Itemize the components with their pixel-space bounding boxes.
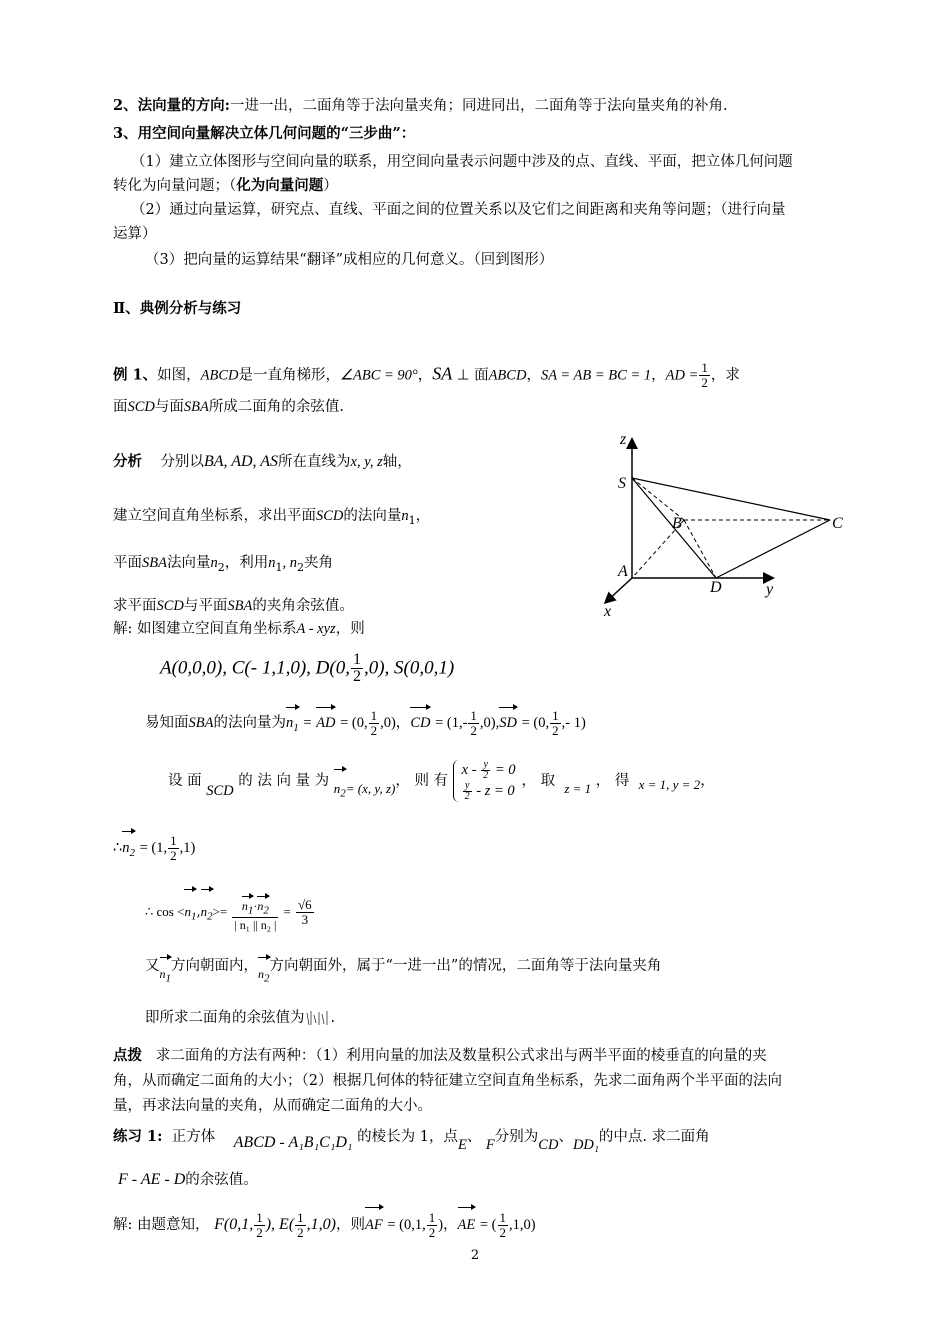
dihedral-angle: F - AE - D (118, 1171, 186, 1188)
points-line (160, 652, 454, 685)
practice-text: ，则 (335, 1217, 365, 1233)
dot: · (253, 898, 258, 913)
solution-text: 的法向量为 (213, 715, 286, 731)
x-axis (606, 578, 632, 602)
example1-text: 面 (474, 367, 489, 384)
section-title: Ⅱ、典例分析与练习 (113, 300, 242, 317)
equal-lengths: SA = AB = BC = 1 (540, 367, 652, 384)
practice-text: 正方体 (171, 1129, 216, 1145)
direction-text: 一进一出，二面角等于法向量夹角；同进同出，二面角等于法向量夹角的补角. (229, 98, 728, 114)
equals: = (303, 715, 312, 731)
solution-text: 又 (145, 958, 160, 974)
tips-line2: 角，从而确定二面角的大小；（2）根据几何体的特征建立空间直角坐标系，先求二面角两个半平面的法向 (113, 1073, 782, 1089)
set-normal-line: 设 面 SCD 的 法 向 量 为 $n_2= (x$, y, z)， 则 有 x - $\frac{y}{2}$ = 0 $\frac{y}{2}$ - z = 0， 取 z = 1 ， 得 x = 1, y = 2， (168, 758, 715, 803)
practice-text: 的余弦值。 (185, 1172, 258, 1188)
example1-line1: 例 1、如图，ABCD是一直角梯形，∠ABC = 90°，SA ⊥ 面ABCD，SA = AB = BC = 1，AD = $\frac{1}{2}$ ，求 (113, 360, 740, 390)
z-value: z = 1 (564, 781, 592, 796)
step2-line2: 运算） (113, 226, 157, 242)
solution-text: ， 取 (521, 773, 556, 789)
analysis-text: 的法向量 (343, 508, 402, 524)
analysis-line3: 平面SBA法向量$n_2$，利用$n_1$, $n_2$夹角 (113, 555, 333, 574)
vector-n2: $n_2$ (122, 828, 135, 867)
step1-text: 转化为向量问题；（ (113, 178, 237, 194)
practice1-line2 (118, 1170, 258, 1190)
vector-value: = (0, (340, 715, 368, 731)
ae-value: = ( (479, 1217, 497, 1233)
vector-n2: $n_2$ (201, 886, 213, 937)
n2-value: = (1, (139, 840, 168, 856)
vector-n1: $n_1$ (160, 954, 172, 992)
answer-formula-image (305, 1009, 331, 1027)
fraction-half: $\frac{1}{2}$ (352, 651, 361, 685)
analysis-text: 求平面 (113, 598, 157, 614)
label-d: D (710, 579, 722, 596)
af-value-tail: )， (438, 1217, 458, 1233)
points-coords: A(0,0,0), C(- 1,1,0), D(0, (160, 657, 350, 679)
solution-text: . (330, 1010, 336, 1026)
segment-cd: CD (538, 1137, 559, 1153)
vector-sd: SD (499, 704, 517, 736)
analysis-text: 分别以 (160, 454, 204, 470)
practice-text: 的中点. 求二面角 (598, 1129, 710, 1145)
answer-line (145, 1008, 335, 1028)
label-x: x (604, 603, 612, 620)
solution-line1 (113, 619, 365, 639)
axes-source: BA, AD, AS (203, 453, 279, 470)
sba-symbol: SBA (183, 399, 209, 415)
analysis-text: 与平面 (183, 598, 228, 614)
solution-text: 的 法 向 量 为 (238, 773, 330, 789)
example1-text: 是一直角梯形， (238, 367, 340, 384)
page-number: 2 (470, 1248, 480, 1263)
equals: = (283, 904, 291, 919)
vector-value: = (0, (521, 715, 550, 731)
practice1-solution: 解: 由题意知， F(0,1, $\frac{1}{2}$ ), E( $\frac{1}{2}$ ,1,0)，则AF = (0,1, $\frac{1}{2}$ )，AE = ( $\frac{1}{2}$ ,1,0) (113, 1204, 536, 1240)
edge-bd (684, 520, 716, 578)
example1-text: ，求 (710, 367, 740, 384)
fraction-half (699, 361, 710, 390)
example1-text: 如图， (157, 367, 201, 384)
abcd-symbol: ABCD (200, 367, 239, 384)
practice1-line1: 练习 1: 正方体 ABCD - A₁B₁C₁D₁ 的棱长为 1，点E、 F分别为CD、DD₁的中点. 求二面角 (113, 1128, 710, 1153)
solution-text: ，则 (335, 621, 365, 637)
point-f: F (485, 1137, 495, 1153)
practice-text: 解: (113, 1217, 133, 1233)
solution-text: 即所求二面角的余弦值为 (145, 1010, 305, 1026)
frac-den: 2 (701, 375, 708, 390)
cos-denominator: | n₁ || n₂ | (234, 918, 277, 933)
scd-symbol: SCD (206, 783, 234, 799)
solution-label: 解: (113, 621, 133, 637)
label-c: C (832, 515, 843, 532)
vector-n1: $n_1$ (286, 704, 299, 741)
edge-dc (716, 520, 830, 578)
solution-text: 设 面 (168, 773, 202, 789)
tips-label: 点拨 (113, 1047, 142, 1064)
angle-abc: ∠ABC = 90° (340, 367, 418, 384)
example1-label: 例 1、 (113, 366, 158, 384)
solution-text: 方向朝面外，属于“一进一出”的情况，二面角等于法向量夹角 (269, 958, 662, 974)
sba-symbol: SBA (188, 715, 214, 731)
sba-symbol: SBA (142, 555, 167, 571)
tips-line3: 量，再求法向量的夹角，从而确定二面角的大小。 (113, 1098, 432, 1114)
point-e-coords-tail: ,1,0) (306, 1216, 336, 1233)
perp-symbol: ⊥ (456, 367, 470, 384)
solution-text: 方向朝面内， (171, 958, 258, 974)
example1-text: 面 (113, 399, 128, 415)
analysis-text: ，利用 (224, 555, 269, 571)
cos-result (296, 898, 314, 927)
direction-line (145, 946, 661, 984)
practice-text: 分别为 (494, 1129, 539, 1145)
step1-line1: （1）建立立体图形与空间向量的联系，用空间向量表示问题中涉及的点、直线、平面，把立体几何问题 (131, 154, 793, 170)
cube-symbol: ABCD - A₁B₁C₁D₁ (233, 1134, 353, 1151)
analysis-text: 所在直线为 (278, 454, 351, 470)
points-coords-tail: ,0), S(0,0,1) (363, 657, 455, 679)
ad-symbol: AD = (665, 367, 699, 384)
point-f-coords: F(0,1, (214, 1216, 254, 1233)
vector-ae: AE (458, 1204, 476, 1240)
point-e-coords: ), E( (265, 1216, 295, 1233)
ae-value-tail: ,1,0) (509, 1217, 536, 1233)
step3-line: （3）把向量的运算结果“翻译”成相应的几何意义。（回到图形） (145, 252, 554, 268)
example1-text: 与面 (154, 399, 184, 415)
af-value: = (0,1, (387, 1217, 426, 1233)
practice1-label: 练习 1: (113, 1128, 163, 1145)
analysis-line4 (113, 596, 354, 616)
example1-line2 (113, 397, 344, 417)
solution-text: ， 得 (595, 773, 630, 789)
solution-text: ， 则 有 (395, 773, 449, 789)
practice-text: 由题意知， (137, 1217, 210, 1233)
cos-lhs: ∴ cos < (145, 904, 185, 919)
analysis-text: 法向量 (166, 555, 211, 571)
point-e: E (457, 1137, 467, 1153)
segment-dd1: DD₁ (572, 1137, 599, 1153)
n2-value-tail: ,1) (179, 840, 196, 856)
step2-line1: （2）通过向量运算，研究点、直线、平面之间的位置关系以及它们之间距离和夹角等问题；（进行向量 (131, 202, 786, 218)
eq2: - z = 0 (476, 782, 515, 799)
edge-sb (632, 478, 684, 520)
analysis-label: 分析 (113, 453, 142, 470)
label-a: A (618, 563, 628, 580)
tips-line1 (113, 1046, 767, 1066)
tips-text: 求二面角的方法有两种：（1）利用向量的加法及数量积公式求出与两半平面的棱垂直的向量的夹 (155, 1048, 767, 1064)
analysis-line1 (113, 452, 412, 472)
vector-n2: $n_2$ (258, 954, 270, 992)
vector-value: = (1,- (435, 715, 468, 731)
vector-n2: $n_2$ (334, 766, 346, 811)
label-z: z (620, 431, 627, 448)
direction-line (113, 96, 728, 116)
analysis-text: 轴， (382, 454, 412, 470)
scd-symbol: SCD (127, 399, 155, 415)
xyz-axes: x, y, z (350, 454, 383, 470)
example1-text: 所成二面角的余弦值. (208, 399, 344, 415)
normal1-line: 易知面SBA的法向量为$n_1$ = AD = (0, $\frac{1}{2}$ ,0)，CD = (1,- $\frac{1}{2}$ ,0),SD = (0, $\frac{1}{2}$ ,- 1) (145, 704, 586, 741)
pyramid-figure (592, 428, 862, 628)
therefore: ∴ (113, 840, 123, 856)
analysis-text: 建立空间直角坐标系，求出平面 (113, 508, 316, 524)
vector-value: ,- 1) (561, 715, 586, 731)
vector-n1: $n_1$ (184, 886, 196, 937)
vector-cd: CD (410, 704, 430, 736)
solution-text: 易知面 (145, 715, 189, 731)
step1-bold: 化为向量问题 (236, 177, 324, 194)
solution-text: 如图建立空间直角坐标系 (137, 621, 297, 637)
cos-line: ∴ $\cos <n_1,n_2>=$ $\frac{n_1\cdot n_2}{\text{| n₁ || n₂ |}}$ = $\frac{√6}{3}$ (145, 886, 315, 937)
label-b: B (672, 515, 682, 532)
vector-value: ,0), (479, 715, 500, 731)
analysis-text: 的夹角余弦值。 (252, 598, 354, 614)
three: 3 (301, 912, 309, 927)
n2-value: = (x, y, z) (345, 781, 396, 796)
analysis-line2 (113, 506, 430, 531)
practice-text: 、 (466, 1129, 482, 1145)
equation-system: x - $\frac{y}{2}$ = 0 $\frac{y}{2}$ - z = 0 (453, 760, 522, 802)
sa-symbol: SA (432, 363, 453, 384)
cos-fraction: $\frac{n_1\cdot n_2}{\text{| n₁ || n₂ |}}$ (232, 893, 278, 932)
vector-ad: AD (316, 704, 335, 736)
analysis-text: 夹角 (303, 555, 333, 571)
vector-af: AF (365, 1204, 383, 1240)
sba-symbol: SBA (227, 598, 253, 614)
step1-line2 (113, 176, 338, 196)
sqrt6: √6 (298, 897, 312, 912)
subscript: 1 (408, 513, 416, 527)
n2-result-line: $\therefore n_2 = (1$, $\frac{1}{2}$ ,1) (113, 828, 195, 867)
step1-close: ） (323, 178, 338, 194)
eq1: x - (461, 761, 477, 778)
scd-symbol: SCD (316, 508, 344, 524)
abcd-symbol: ABCD (488, 367, 527, 384)
frac-num: 1 (701, 360, 708, 375)
label-y: y (766, 581, 774, 598)
three-steps-heading: 3、用空间向量解决立体几何问题的“三步曲”： (113, 125, 416, 142)
direction-heading: 2、法向量的方向: (113, 97, 230, 114)
practice-text: 的棱长为 1，点 (357, 1129, 458, 1145)
scd-symbol: SCD (156, 598, 184, 614)
eq1-rhs: = 0 (494, 761, 516, 778)
n1-symbol: n (401, 508, 409, 524)
label-s: S (618, 475, 626, 492)
vector-value: ,0)， (380, 715, 411, 731)
coordinate-system: A - xyz (296, 621, 336, 637)
analysis-text: ， (415, 508, 431, 524)
xy-values: x = 1, y = 2 (638, 777, 701, 792)
analysis-text: 平面 (113, 555, 142, 571)
cos-gt: >= (212, 904, 228, 919)
